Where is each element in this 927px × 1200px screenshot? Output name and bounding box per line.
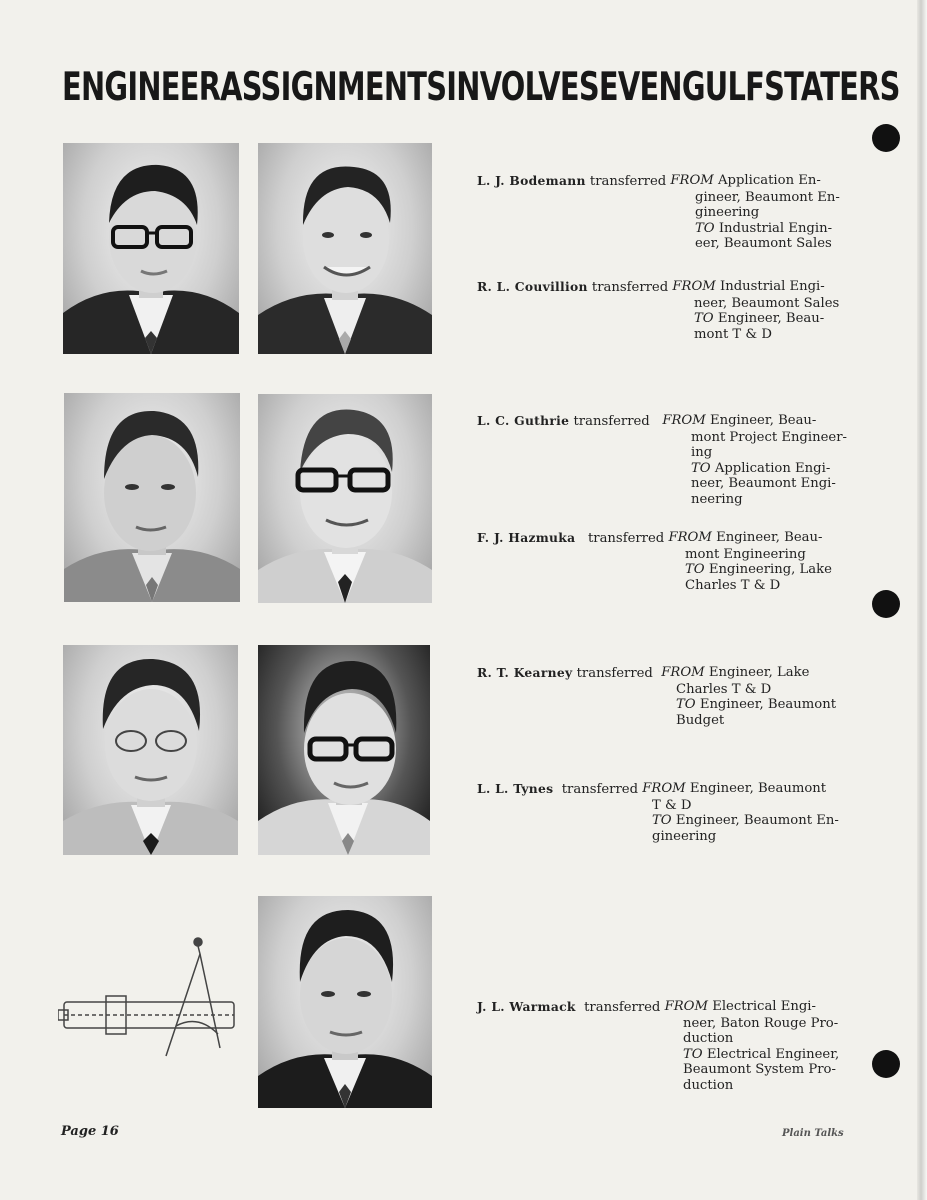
to-keyword: TO [694,311,714,327]
portrait-photo-bodemann [63,143,239,354]
transfer-verb: transferred [591,280,669,295]
to-text: neer, Beaumont Engi- [691,476,836,492]
to-text: Budget [676,712,725,728]
headline-word: SEVEN [578,65,682,110]
from-keyword: FROM [670,173,714,188]
to-keyword: TO [691,460,711,476]
transfer-verb: transferred [587,531,665,546]
punch-hole [872,590,900,618]
from-text: neer, Beaumont Sales [694,295,840,311]
transfer-entry-kearney [477,665,857,728]
from-text: Electrical Engi- [712,999,816,1014]
headline-word: STATERS [764,65,900,110]
to-text: Charles T & D [685,577,781,593]
from-text: duction [683,1031,734,1047]
employee-name: F. J. Hazmuka [477,530,576,545]
to-text: Engineering, Lake [708,562,832,578]
transfer-verb: transferred [589,174,667,189]
employee-name: R. T. Kearney [477,665,573,680]
headline-word: INVOLVE [446,65,579,110]
from-keyword: FROM [642,781,686,796]
portrait-photo-kearney [63,645,238,855]
punch-hole [872,1050,900,1078]
employee-name: R. L. Couvillion [477,279,588,294]
portrait-photo-tynes [258,645,430,855]
from-text: ing [691,445,713,461]
from-keyword: FROM [668,530,712,545]
to-text: Engineer, Beaumont En- [675,813,839,829]
to-text: Beaumont System Pro- [683,1062,836,1078]
from-text: Charles T & D [676,681,772,697]
transfer-entry-tynes [477,781,857,844]
transfer-verb: transferred [561,782,639,797]
to-text: Electrical Engineer, [706,1046,840,1062]
portrait-photo-hazmuka [258,394,432,603]
to-text: Engineer, Beau- [717,311,825,327]
from-keyword: FROM [672,279,716,294]
employee-name: J. L. Warmack [477,999,576,1014]
headline-word: GULF [681,65,765,110]
headline-word: ASSIGNMENTS [220,65,447,110]
to-text: eer, Beaumont Sales [695,236,832,252]
from-text: Engineer, Beau- [716,530,823,545]
to-keyword: TO [685,562,705,578]
employee-name: L. J. Bodemann [477,173,586,188]
to-keyword: TO [695,220,715,236]
page-number: Page 16 [61,1124,119,1139]
from-text: T & D [652,797,692,813]
transfer-verb: transferred [584,1000,661,1015]
page-edge [917,0,927,1200]
transfer-verb: transferred [573,414,650,429]
portrait-photo-couvillion [258,143,432,354]
transfer-entry-hazmuka [477,530,857,593]
to-keyword: TO [683,1046,703,1062]
from-text: Engineer, Beau- [709,413,817,428]
punch-hole [872,124,900,152]
publication-name: Plain Talks [782,1128,844,1139]
to-text: neering [691,491,743,507]
from-text: Application En- [718,173,821,188]
from-text: neer, Baton Rouge Pro- [683,1015,839,1031]
to-text: Application Engi- [714,460,831,476]
to-keyword: TO [676,697,696,713]
to-text: gineering [652,828,717,844]
transfer-entry-guthrie [477,413,857,508]
headline-word: ENGINEER [62,65,221,110]
from-text: mont Engineering [685,546,806,562]
portrait-photo-guthrie [64,393,240,602]
from-text: Industrial Engi- [720,279,825,294]
portrait-photo-warmack [258,896,432,1108]
employee-name: L. L. Tynes [477,781,554,796]
transfer-entry-bodemann [477,173,857,252]
from-text: gineering [695,205,760,221]
to-keyword: TO [652,813,672,829]
transfer-entry-warmack [477,999,857,1094]
to-text: Engineer, Beaumont [699,697,837,713]
from-text: Engineer, Lake [708,665,810,680]
from-text: Engineer, Beaumont [689,781,827,796]
from-text: gineer, Beaumont En- [695,189,840,205]
transfer-entry-couvillion [477,279,857,342]
to-text: mont T & D [694,326,772,342]
employee-name: L. C. Guthrie [477,413,570,428]
to-text: duction [683,1077,734,1093]
page-headline [62,62,900,110]
transfer-verb: transferred [576,666,653,681]
from-keyword: FROM [662,413,706,428]
from-keyword: FROM [661,665,705,680]
to-text: Industrial Engin- [718,220,833,236]
from-keyword: FROM [664,999,708,1014]
from-text: mont Project Engineer- [691,429,847,445]
compass-drawing-illustration [58,934,238,1059]
